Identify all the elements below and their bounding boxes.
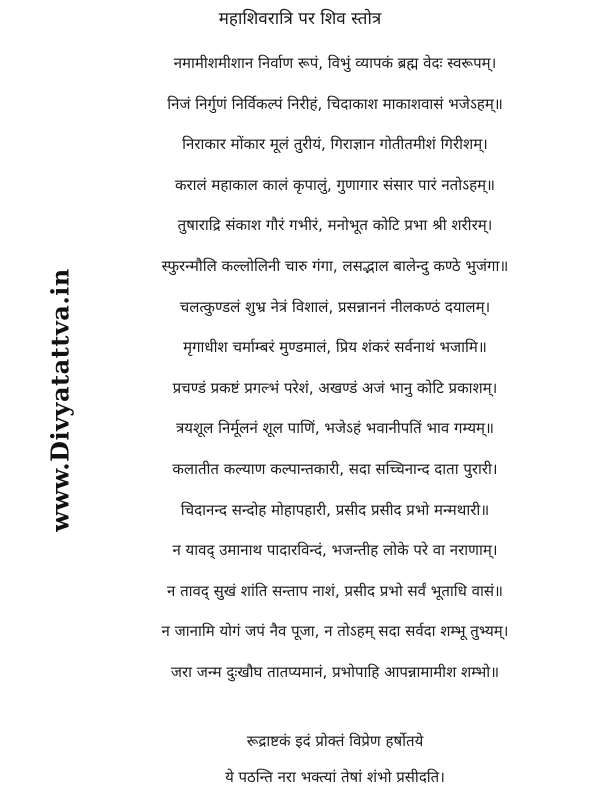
page-title: महाशिवरात्रि पर शिव स्तोत्र <box>218 9 382 29</box>
website-watermark: www.Divyatattva.in <box>45 268 75 532</box>
verse-line: जरा जन्म दुःखौघ तातप्यमानं, प्रभोपाहि आपन्नामामीश शम्भो॥ <box>170 662 500 681</box>
verse-line: करालं महाकाल कालं कृपालुं, गुणागार संसार पारं नतोऽहम्॥ <box>174 175 496 194</box>
verse-line: त्रयशूल निर्मूलनं शूल पाणिं, भजेऽहं भवानीपतिं भाव गम्यम्॥ <box>175 419 494 438</box>
closing-line-2: ये पठन्ति नरा भक्त्यां तेषां शंभो प्रसीदति। <box>225 768 445 786</box>
verse-line: प्रचण्डं प्रकष्टं प्रगल्भं परेशं, अखण्डं अजं भानु कोटि प्रकाशम्। <box>172 378 498 397</box>
verse-line: चलत्कुण्डलं शुभ्र नेत्रं विशालं, प्रसन्नाननं नीलकण्ठं दयालम्। <box>179 297 491 316</box>
verse-line: चिदानन्द सन्दोह मोहापहारी, प्रसीद प्रसीद प्रभो मन्मथारी॥ <box>180 500 490 519</box>
verse-line: न तावद् सुखं शांति सन्ताप नाशं, प्रसीद प्रभो सर्वं भूताधि वासं॥ <box>167 581 503 600</box>
verse-line: न जानामि योगं जपं नैव पूजा, न तोऽहम् सदा सर्वदा शम्भू तुभ्यम्। <box>161 622 509 641</box>
closing-line-1: रूद्राष्टकं इदं प्रोक्तं विप्रेण हर्षोतये <box>246 732 424 750</box>
verse-line: मृगाधीश चर्माम्बरं मुण्डमालं, प्रिय शंकरं सर्वनाथं भजामि॥ <box>183 338 487 357</box>
verse-line: स्फुरन्मौलि कल्लोलिनी चारु गंगा, लसद्भाल बालेन्दु कण्ठे भुजंगा॥ <box>161 256 509 275</box>
verse-line: नमामीशमीशान निर्वाण रूपं, विभुं व्यापकं ब्रह्म वेदः स्वरूपम्। <box>173 54 497 72</box>
verse-line: तुषाराद्रि संकाश गौरं गभीरं, मनोभूत कोटि प्रभा श्री शरीरम्। <box>177 216 493 235</box>
verse-line: न यावद् उमानाथ पादारविन्दं, भजन्तीह लोके परे वा नराणाम्। <box>172 541 498 560</box>
verse-line: निराकार मोंकार मूलं तुरीयं, गिराज्ञान गोतीतमीशं गिरीशम्। <box>182 135 488 154</box>
verse-list <box>85 48 585 698</box>
verse-line: कलातीत कल्याण कल्पान्तकारी, सदा सच्चिनान्द दाता पुरारी। <box>172 459 498 478</box>
verse-line: निजं निर्गुणं निर्विकल्पं निरीहं, चिदाकाश माकाशवासं भजेऽहम्॥ <box>167 94 503 113</box>
